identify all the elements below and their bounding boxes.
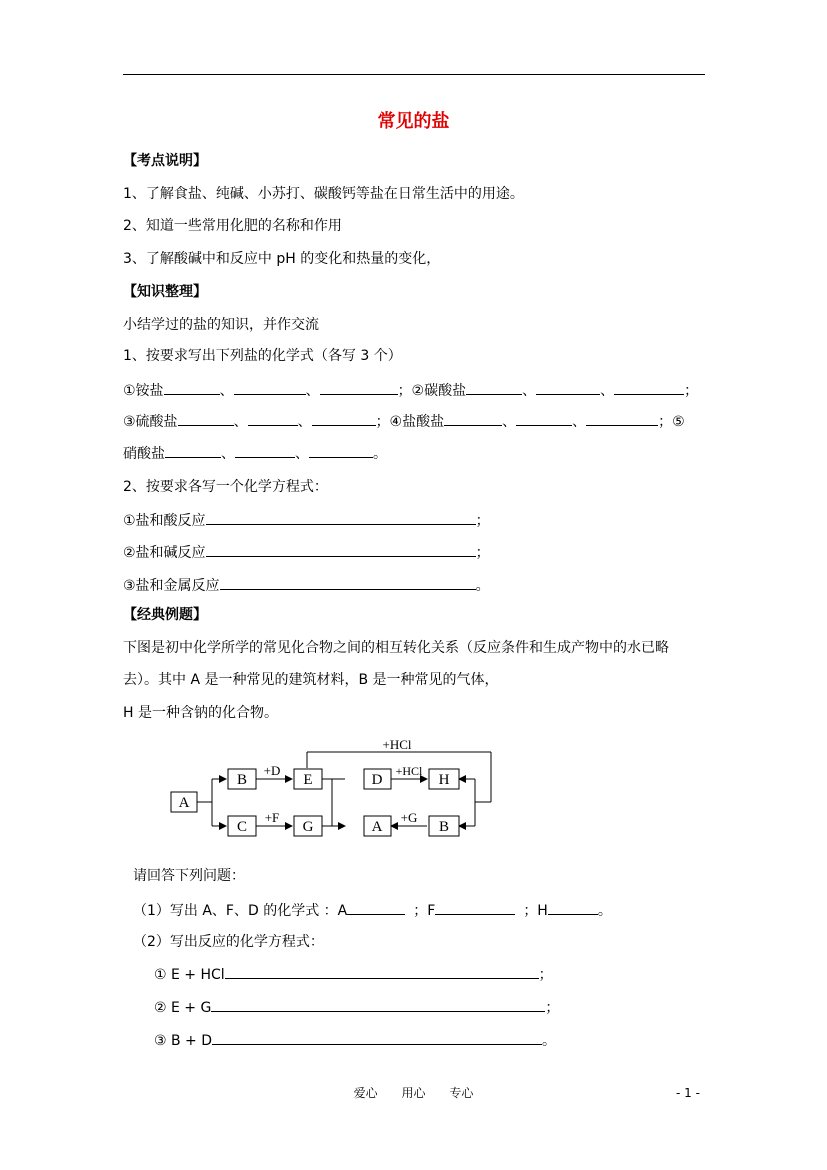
answer-blank[interactable] [206,510,476,525]
separator: ； [475,545,490,561]
separator: 、 [219,383,234,399]
footer-word: 专心 [449,1086,474,1100]
label-plus-d: +D [263,763,281,778]
answer-blank[interactable] [220,575,476,590]
zhishi-question-1: 1、按要求写出下列盐的化学式（各写 3 个） [123,348,402,364]
question-2: （2）写出反应的化学方程式： [133,934,324,950]
separator: 、 [295,446,309,462]
answer-blank[interactable] [312,411,376,426]
section-heading-zhishi: 【知识整理】 [123,284,207,300]
salt-formula-row-3 [123,443,387,464]
answer-blank[interactable] [165,443,221,458]
label-plus-g: +G [400,810,418,825]
section-heading-example: 【经典例题】 [123,607,207,623]
equation-label-2: ②盐和碱反应 [123,545,206,561]
answer-blank[interactable] [235,443,295,458]
answer-blank[interactable] [586,411,658,426]
reaction-label-1: ① E + HCl [154,967,225,983]
equation-label-3: ③盐和金属反应 [123,578,220,594]
separator: 、 [305,383,320,399]
equation-row-2 [123,542,490,563]
node-c-label: C [236,819,248,835]
reaction-label-3: ③ B + D [154,1033,213,1049]
question-1-prefix: （1）写出 A、F、D 的化学式 ：A [133,903,348,919]
separator: 、 [297,414,312,430]
reaction-row-2 [154,997,559,1018]
chloride-label: ；④盐酸盐 [375,414,445,430]
answer-blank[interactable] [248,411,298,426]
label-plus-hcl-mid: +HCl [395,764,423,778]
question-1-f: ；F [413,903,436,919]
equation-label-1: ①盐和酸反应 [123,513,206,529]
answer-blank[interactable] [614,380,684,395]
answer-blank[interactable] [548,900,598,915]
example-text-2: 去）。其中 A 是一种常见的建筑材料，B 是一种常见的气体， [123,672,499,688]
answer-blank[interactable] [206,542,476,557]
separator: 、 [522,383,537,399]
page-title: 常见的盐 [377,111,450,132]
page-number: - 1 - [676,1086,700,1100]
separator: 。 [542,1033,557,1049]
sulfate-label: ③硫酸盐 [123,414,178,430]
kaodian-item-1: 1、了解食盐、纯碱、小苏打、碳酸钙等盐在日常生活中的用途。 [123,186,524,202]
answer-blank[interactable] [536,380,600,395]
answer-blank[interactable] [444,411,502,426]
separator: ； [545,1000,560,1016]
separator: 、 [572,414,587,430]
header-rule [123,74,705,75]
reaction-label-2: ② E + G [154,1000,212,1016]
carbonate-label: ；②碳酸盐 [397,383,467,399]
answer-blank[interactable] [212,1030,542,1045]
answer-blank[interactable] [164,380,220,395]
separator: ； [475,513,490,529]
footer-word: 用心 [401,1086,426,1100]
answer-blank[interactable] [178,411,234,426]
separator: 、 [221,446,235,462]
node-a-2-label: A [371,819,383,835]
footer-slogan [0,1085,827,1101]
answer-blank[interactable] [309,443,373,458]
separator: 。 [597,903,612,919]
node-e-label: E [303,772,313,788]
footer-word: 爱心 [353,1086,378,1100]
equation-row-3 [123,575,490,596]
example-text-3: H 是一种含钠的化合物。 [123,705,278,721]
salt-formula-row-2 [123,411,685,432]
question-prompt: 请回答下列问题： [133,868,245,884]
answer-blank[interactable] [211,997,545,1012]
node-h-label: H [438,772,450,788]
section-heading-kaodian: 【考点说明】 [123,153,207,169]
separator: 、 [233,414,248,430]
answer-blank[interactable] [225,964,539,979]
separator: ； [538,967,553,983]
answer-blank[interactable] [234,380,306,395]
kaodian-item-3: 3、了解酸碱中和反应中 pH 的变化和热量的变化， [123,251,441,267]
equation-row-1 [123,510,490,531]
node-b-2-label: B [438,819,450,835]
node-d-label: D [371,772,383,788]
answer-blank[interactable] [466,380,522,395]
question-1-h: ；H [523,903,548,919]
answer-blank[interactable] [435,900,515,915]
separator: ； [684,383,699,399]
node-a-label: A [178,795,190,811]
example-text-1: 下图是初中化学所学的常见化合物之间的相互转化关系（反应条件和生成产物中的水已略 [123,640,669,656]
circled-five: ；⑤ [658,414,685,430]
node-g-label: G [302,819,314,835]
zhishi-question-2: 2、按要求各写一个化学方程式： [123,479,328,495]
separator: 、 [600,383,615,399]
separator: 、 [502,414,517,430]
salt-formula-row-1 [123,380,698,401]
separator: 。 [373,446,387,462]
reaction-row-1 [154,964,553,985]
nitrate-label: 硝酸盐 [123,446,165,462]
node-b-label: B [236,772,248,788]
question-1 [133,900,612,921]
conversion-diagram [165,737,505,842]
answer-blank[interactable] [516,411,572,426]
separator: 。 [475,578,490,594]
reaction-row-3 [154,1030,556,1051]
label-plus-hcl-top: +HCl [382,737,412,752]
answer-blank[interactable] [320,380,398,395]
kaodian-item-2: 2、知道一些常用化肥的名称和作用 [123,218,342,234]
ammonium-label: ①铵盐 [123,383,164,399]
label-plus-f: +F [264,810,280,825]
answer-blank[interactable] [347,900,405,915]
zhishi-intro: 小结学过的盐的知识，并作交流 [123,317,319,333]
